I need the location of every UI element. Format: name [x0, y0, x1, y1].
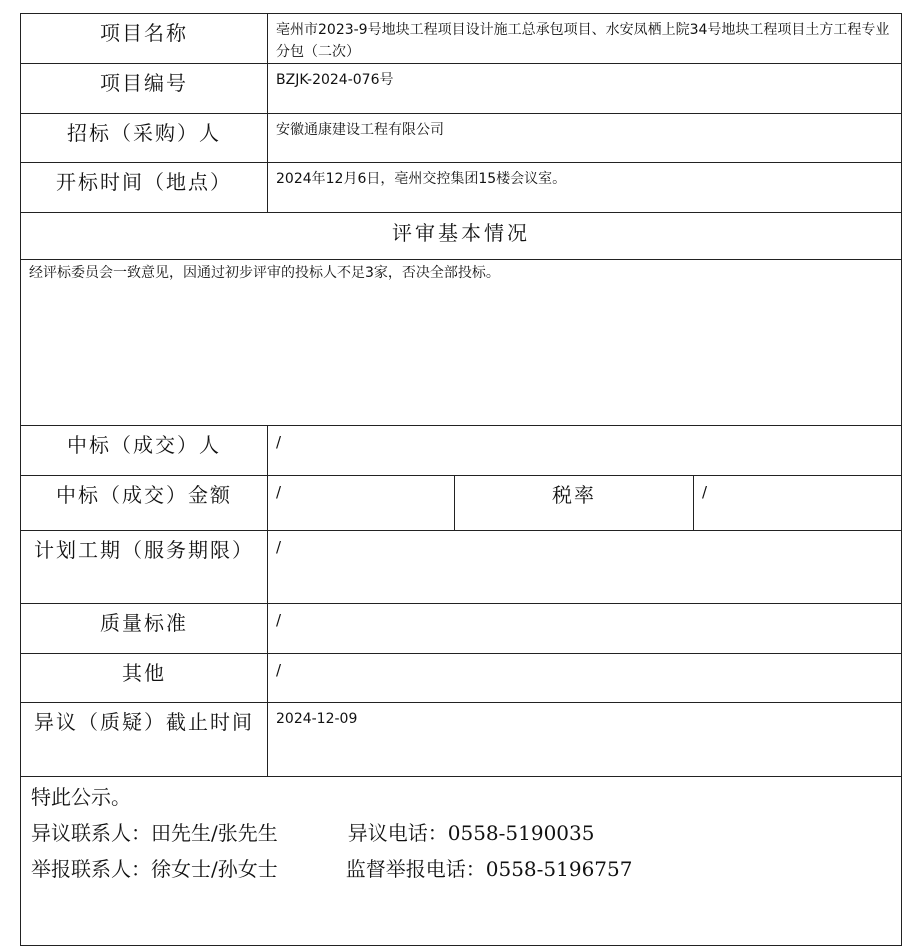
project-no-label: 项目编号	[21, 64, 268, 114]
announce-text: 特此公示。	[31, 785, 131, 809]
tax-label: 税率	[455, 476, 694, 531]
project-no-row	[21, 64, 902, 114]
footer-row	[21, 777, 902, 946]
other-value: /	[268, 654, 902, 703]
report-contact: 举报联系人：徐女士/孙女士	[31, 857, 278, 881]
open-time-value: 2024年12月6日，亳州交控集团15楼会议室。	[268, 163, 902, 213]
amount-value: /	[268, 476, 455, 531]
review-section-title: 评审基本情况	[21, 213, 902, 260]
tenderer-label: 招标（采购）人	[21, 114, 268, 163]
project-name-value: 亳州市2023-9号地块工程项目设计施工总承包项目、水安凤栖上院34号地块工程项目土方工程专业分包（二次）	[268, 14, 902, 64]
objection-contact: 异议联系人：田先生/张先生	[31, 821, 278, 845]
winner-row	[21, 426, 902, 476]
amount-label: 中标（成交）金额	[21, 476, 268, 531]
open-time-row	[21, 163, 902, 213]
result-notice-table	[20, 13, 902, 946]
review-title-row	[21, 213, 902, 260]
deadline-value: 2024-12-09	[268, 703, 902, 777]
other-label: 其他	[21, 654, 268, 703]
tax-value: /	[694, 476, 902, 531]
amount-row	[21, 476, 902, 531]
report-phone: 监督举报电话：0558-5196757	[345, 857, 633, 881]
quality-row	[21, 604, 902, 654]
open-time-label: 开标时间（地点）	[21, 163, 268, 213]
quality-label: 质量标准	[21, 604, 268, 654]
deadline-label: 异议（质疑）截止时间	[21, 703, 268, 777]
tenderer-value: 安徽通康建设工程有限公司	[268, 114, 902, 163]
winner-value: /	[268, 426, 902, 476]
footer-cell	[21, 777, 902, 946]
review-text: 经评标委员会一致意见，因通过初步评审的投标人不足3家，否决全部投标。	[21, 260, 902, 426]
period-label: 计划工期（服务期限）	[21, 531, 268, 604]
report-line	[31, 851, 901, 887]
deadline-row	[21, 703, 902, 777]
project-name-row	[21, 14, 902, 64]
objection-phone: 异议电话：0558-5190035	[347, 821, 595, 845]
period-value: /	[268, 531, 902, 604]
tenderer-row	[21, 114, 902, 163]
project-no-value: BZJK-2024-076号	[268, 64, 902, 114]
other-row	[21, 654, 902, 703]
review-text-row	[21, 260, 902, 426]
project-name-label: 项目名称	[21, 14, 268, 64]
quality-value: /	[268, 604, 902, 654]
winner-label: 中标（成交）人	[21, 426, 268, 476]
period-row	[21, 531, 902, 604]
objection-line	[31, 815, 901, 851]
